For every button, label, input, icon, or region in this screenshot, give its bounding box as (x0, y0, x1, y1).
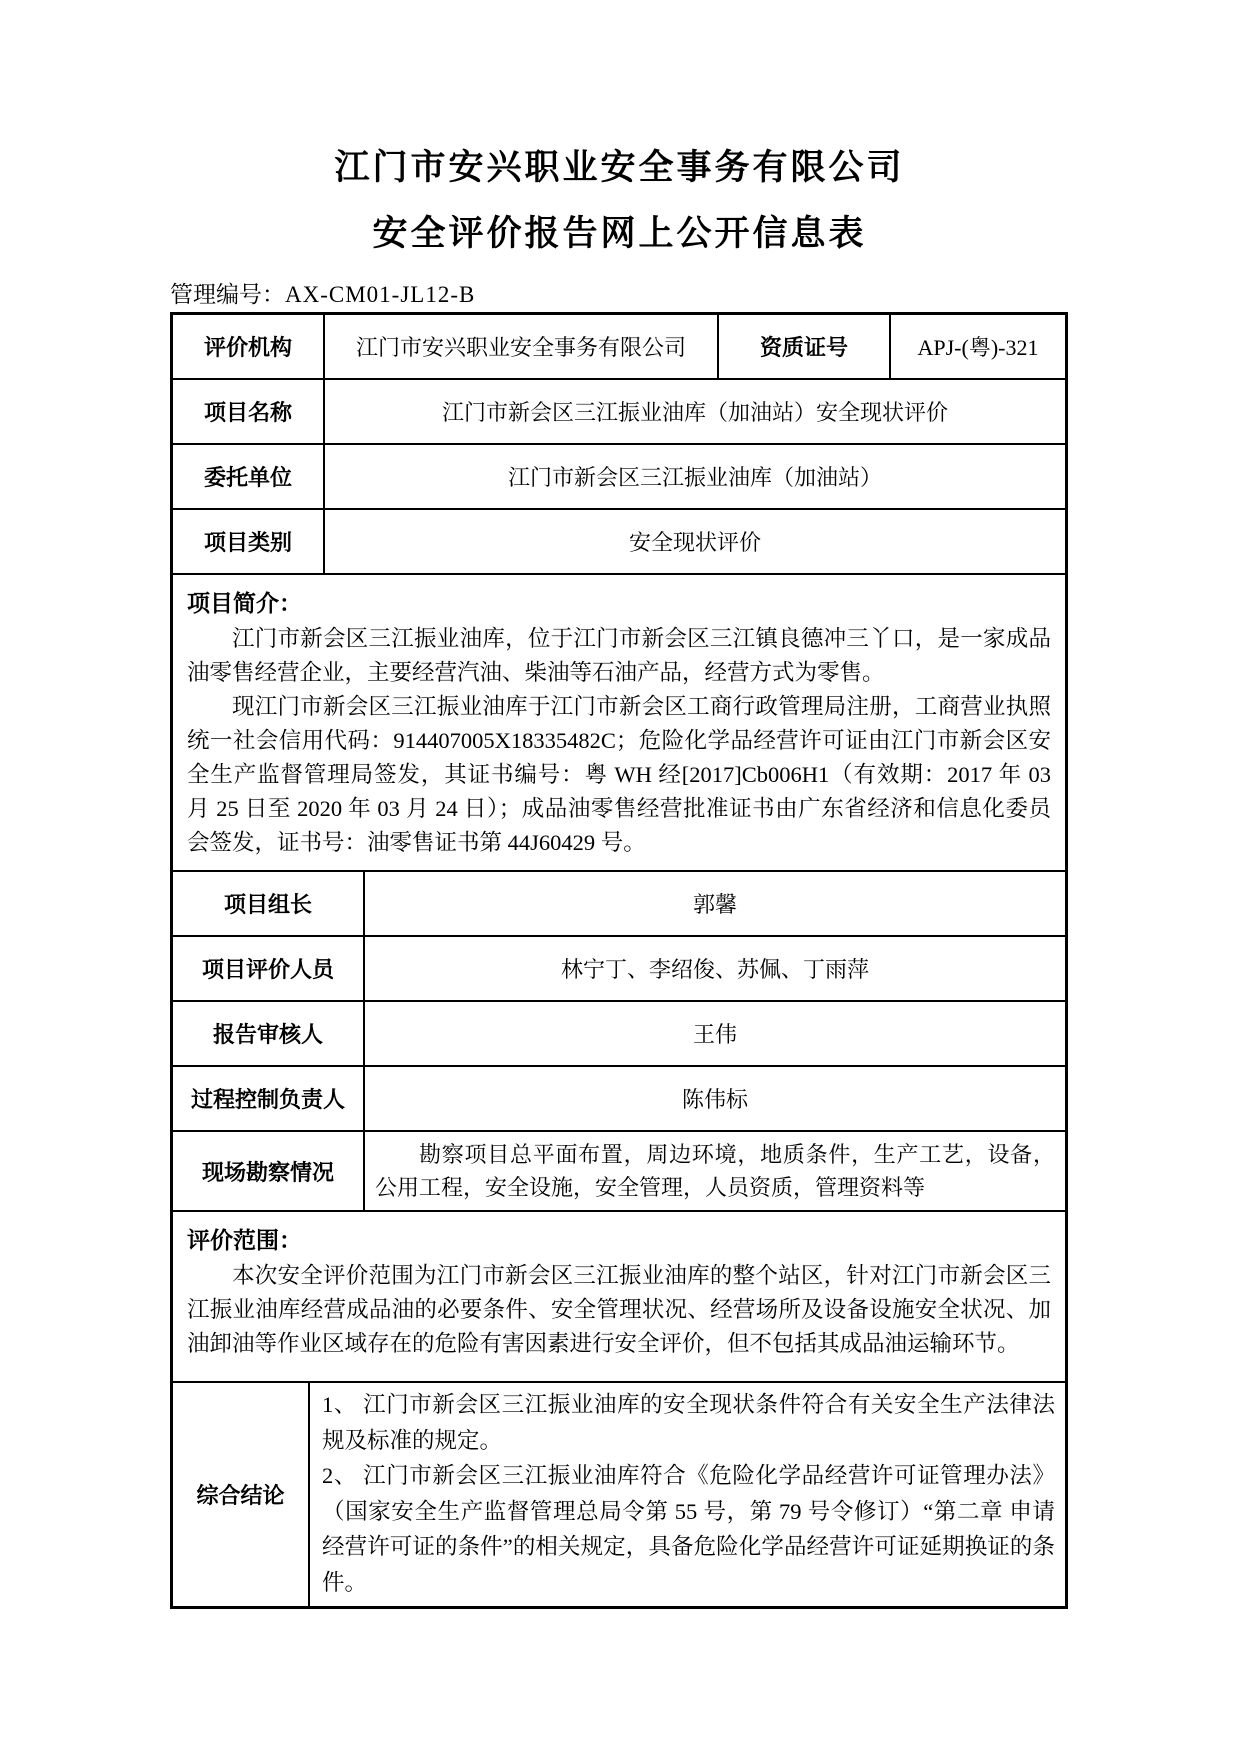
project-leader-value: 郭馨 (363, 872, 1065, 935)
client-value: 江门市新会区三江振业油库（加油站） (323, 445, 1065, 508)
project-intro-paragraph-1: 江门市新会区三江振业油库，位于江门市新会区三江镇良德冲三丫口，是一家成品油零售经营企业，主要经营汽油、柴油等石油产品，经营方式为零售。 (187, 626, 1051, 685)
conclusion-label: 综合结论 (196, 1483, 285, 1508)
table-row-scope (173, 1210, 1065, 1381)
project-intro-paragraph-2: 现江门市新会区三江振业油库于江门市新会区工商行政管理局注册，工商营业执照统一社会信用代码：914407005X18335482C；危险化学品经营许可证由江门市新会区安全生产监督管理局签发，其证书编号：粤 WH 经[2017]Cb006H1（有效期：2017 年 03 月 25 日至 2020 年 03 月 24 日）；成品油零售经营批准证书由广东省经济和信息化委员会签发，证书号：油零售证书第 44J60429 号。 (187, 694, 1051, 855)
doc-number-line (170, 276, 475, 309)
evaluation-scope-cell (173, 1212, 1065, 1381)
conclusion-content-cell (308, 1383, 1065, 1606)
project-name-label: 项目名称 (203, 400, 292, 425)
page-title-line2: 安全评价报告网上公开信息表 (372, 214, 867, 253)
cert-number-label: 资质证号 (717, 315, 889, 378)
table-row-agency (173, 315, 1065, 378)
info-table (170, 312, 1068, 1609)
page-title-line1: 江门市安兴职业安全事务有限公司 (334, 148, 905, 187)
category-value: 安全现状评价 (323, 510, 1065, 573)
site-survey-value: 勘察项目总平面布置，周边环境，地质条件，生产工艺，设备，公用工程，安全设施，安全管理，人员资质，管理资料等 (375, 1142, 1055, 1200)
conclusion-item-1: 1、 江门市新会区三江振业油库的安全现状条件符合有关安全生产法律法规及标准的规定。 (322, 1392, 1055, 1453)
agency-value: 江门市安兴职业安全事务有限公司 (323, 315, 717, 378)
table-row-intro (173, 573, 1065, 870)
project-name-value: 江门市新会区三江振业油库（加油站）安全现状评价 (323, 380, 1065, 443)
table-row-conclusion (173, 1381, 1065, 1606)
agency-label: 评价机构 (203, 335, 292, 360)
evaluators-value: 林宁丁、李绍俊、苏佩、丁雨萍 (363, 937, 1065, 1000)
table-row-project-name (173, 378, 1065, 443)
table-row-category (173, 508, 1065, 573)
table-row-evaluators (173, 935, 1065, 1000)
doc-number-value: AX-CM01-JL12-B (285, 282, 476, 307)
table-row-reviewer (173, 1000, 1065, 1065)
process-control-label: 过程控制负责人 (190, 1087, 345, 1112)
client-label: 委托单位 (203, 465, 292, 490)
category-label: 项目类别 (203, 530, 292, 555)
evaluators-label: 项目评价人员 (201, 957, 334, 982)
cert-number-value: APJ-(粤)-321 (889, 315, 1065, 378)
site-survey-value-cell (363, 1132, 1065, 1210)
evaluation-scope-heading: 评价范围： (187, 1227, 302, 1253)
report-reviewer-label: 报告审核人 (212, 1022, 323, 1047)
table-row-site-survey (173, 1130, 1065, 1210)
table-row-client (173, 443, 1065, 508)
project-intro-cell (173, 575, 1065, 870)
report-reviewer-value: 王伟 (363, 1002, 1065, 1065)
table-row-process-control (173, 1065, 1065, 1130)
table-row-leader (173, 870, 1065, 935)
evaluation-scope-paragraph: 本次安全评价范围为江门市新会区三江振业油库的整个站区，针对江门市新会区三江振业油库经营成品油的必要条件、安全管理状况、经营场所及设备设施安全状况、加油卸油等作业区域存在的危险有害因素进行安全评价，但不包括其成品油运输环节。 (187, 1263, 1051, 1356)
conclusion-item-2: 2、 江门市新会区三江振业油库符合《危险化学品经营许可证管理办法》（国家安全生产监督管理总局令第 55 号，第 79 号令修订）“第二章 申请经营许可证的条件”的相关规定，具备危险化学品经营许可证延期换证的条件。 (322, 1463, 1055, 1595)
doc-number-label: 管理编号： (170, 282, 285, 307)
project-leader-label: 项目组长 (223, 892, 312, 917)
process-control-value: 陈伟标 (363, 1067, 1065, 1130)
project-intro-heading: 项目简介： (187, 590, 302, 616)
site-survey-label: 现场勘察情况 (201, 1159, 334, 1185)
